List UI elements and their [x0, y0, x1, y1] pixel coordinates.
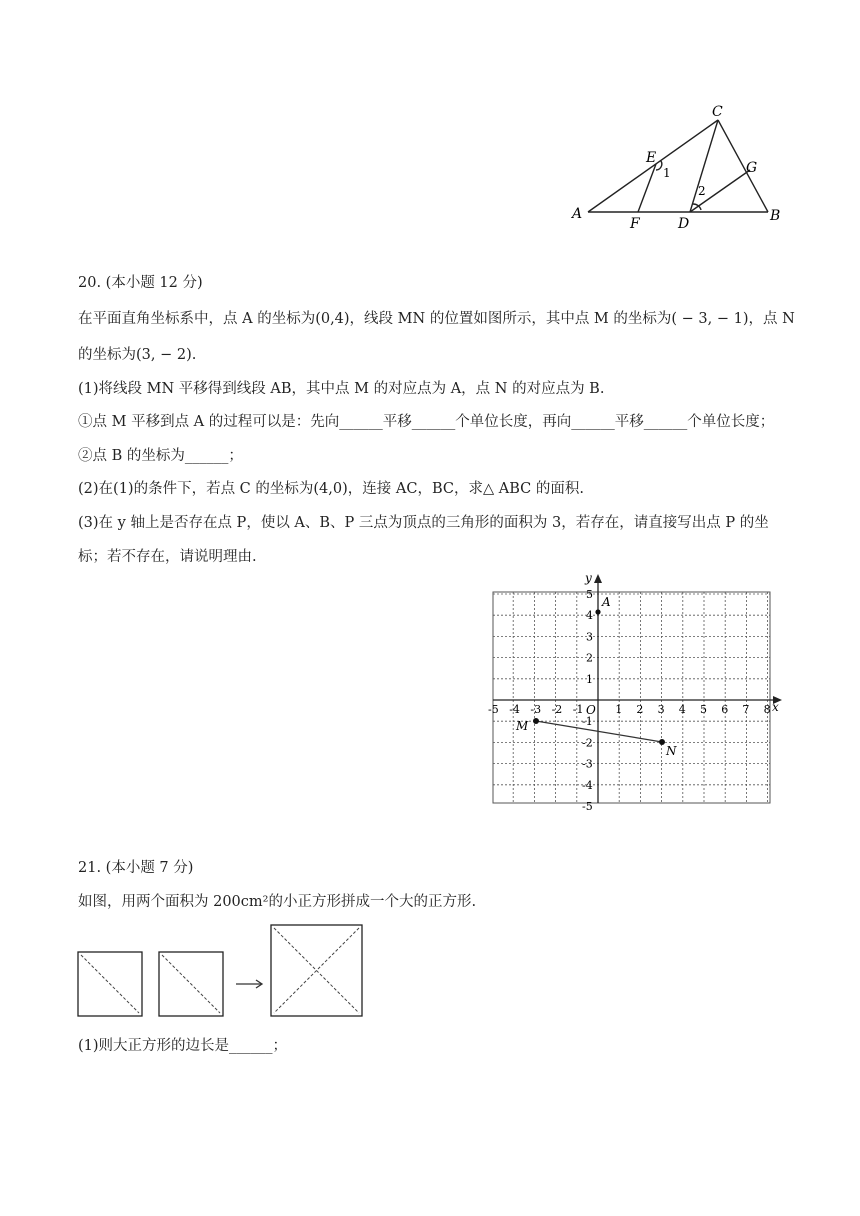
- y-tick-label: 1: [586, 672, 593, 686]
- y-tick-label: 5: [586, 588, 593, 601]
- x-tick-label: 8: [763, 703, 771, 716]
- x-tick-label: -3: [530, 703, 542, 716]
- y-tick-label: -3: [582, 757, 593, 771]
- point-m: [533, 718, 539, 724]
- q21-line2: (1)则大正方形的边长是______；: [78, 1038, 288, 1054]
- x-tick-label: -1: [572, 703, 584, 716]
- x-tick-label: 3: [657, 703, 665, 716]
- angle-1-label: 1: [663, 166, 671, 180]
- label-d: D: [678, 216, 690, 232]
- y-tick-label: 2: [586, 651, 593, 665]
- label-c: C: [712, 104, 723, 120]
- x-tick-label: -2: [551, 703, 563, 716]
- q20-line5: ②点 B 的坐标为______；: [78, 448, 243, 464]
- x-tick-label: 4: [678, 703, 686, 716]
- x-tick-label: 2: [636, 703, 644, 716]
- q20-line3: (1)将线段 MN 平移得到线段 AB，其中点 M 的对应点为 A，点 N 的对应点为 B.: [78, 381, 605, 397]
- x-tick-label: 6: [721, 703, 729, 716]
- label-point-a: A: [602, 595, 611, 609]
- arrow-right-icon: [236, 980, 262, 988]
- y-axis-label: y: [585, 571, 592, 585]
- q20-line6: (2)在(1)的条件下，若点 C 的坐标为(4,0)，连接 AC，BC，求△ ABC 的面积.: [78, 481, 584, 497]
- x-tick-label: 1: [615, 703, 623, 716]
- label-a: A: [572, 206, 583, 222]
- triangle-figure: [560, 100, 790, 235]
- y-tick-label: -1: [582, 715, 593, 729]
- q20-line8: 标；若不存在，请说明理由.: [78, 549, 257, 565]
- label-point-m: M: [516, 719, 529, 733]
- q20-line2: 的坐标为(3, − 2).: [78, 347, 197, 363]
- label-b: B: [770, 208, 781, 224]
- x-tick-label: -4: [509, 703, 520, 716]
- y-tick-label: 4: [586, 609, 593, 623]
- squares-figure: [76, 922, 368, 1022]
- x-tick-label: -5: [488, 703, 499, 716]
- q21-line1: 如图，用两个面积为 200cm²的小正方形拼成一个大的正方形.: [78, 894, 477, 910]
- q20-line7: (3)在 y 轴上是否存在点 P，使以 A、B、P 三点为顶点的三角形的面积为 3，若存在，请直接写出点 P 的坐: [78, 515, 769, 531]
- q20-line4: ①点 M 平移到点 A 的过程可以是：先向______平移______个单位长度，再向______平移______个单位长度；: [78, 414, 775, 430]
- label-point-n: N: [666, 744, 677, 758]
- point-n: [659, 739, 665, 745]
- q20-heading: 20. (本小题 12 分): [78, 275, 203, 291]
- label-e: E: [646, 150, 657, 166]
- angle-2-label: 2: [698, 184, 706, 198]
- x-axis-label: x: [772, 700, 779, 714]
- origin-label: O: [586, 703, 596, 717]
- coordinate-grid-figure: [480, 570, 790, 815]
- y-tick-label: -5: [582, 800, 593, 813]
- y-tick-label: -2: [582, 736, 593, 750]
- x-tick-label: 5: [700, 703, 707, 716]
- q21-heading: 21. (本小题 7 分): [78, 860, 194, 876]
- y-tick-label: 3: [586, 630, 593, 644]
- label-g: G: [746, 160, 758, 176]
- y-tick-label: -4: [582, 778, 593, 792]
- label-f: F: [630, 216, 640, 232]
- q20-line1: 在平面直角坐标系中，点 A 的坐标为(0,4)，线段 MN 的位置如图所示，其中点 M 的坐标为( − 3, − 1)，点 N: [78, 311, 795, 327]
- point-a: [595, 609, 600, 614]
- x-tick-label: 7: [742, 703, 750, 716]
